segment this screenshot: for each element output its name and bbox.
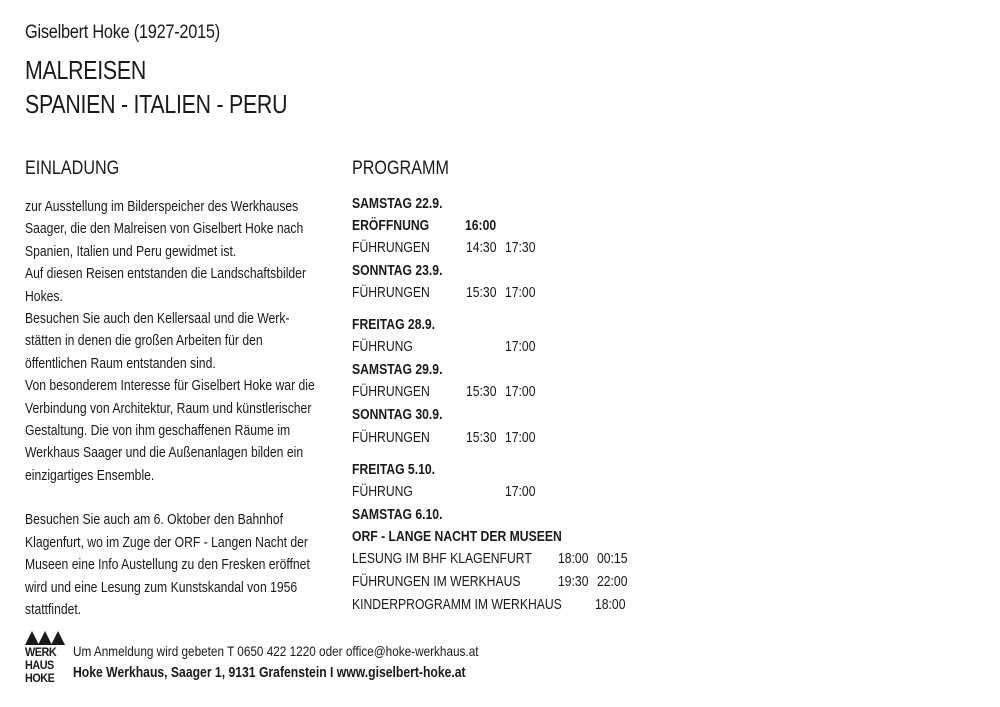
program-day: SAMSTAG 22.9. [352,196,443,212]
invitation-line: öffentlichen Raum entstanden sind. [25,355,216,372]
program-time: 15:30 [466,384,497,400]
program-day: SAMSTAG 6.10. [352,507,443,523]
program-time: 15:30 [466,285,497,301]
program-time: 17:00 [505,285,536,301]
program-time: 22:00 [597,574,628,590]
logo-line: HAUS [25,658,54,672]
program-time: 18:00 [595,597,626,613]
program-tour: FÜHRUNGEN [352,285,430,301]
invitation-line: Spanien, Italien und Peru gewidmet ist. [25,243,237,260]
invitation-line: Hokes. [25,288,63,305]
invitation-line: zur Ausstellung im Bilderspeicher des Werkhauses [25,199,299,215]
program-tour: FÜHRUNG [352,339,413,355]
program-day: SONNTAG 23.9. [352,263,443,279]
invitation-line: Gestaltung. Die von ihm geschaffenen Räume im [25,422,291,439]
program-time: 17:00 [505,484,536,500]
program-time: 17:00 [505,430,536,446]
invitation-line: Museen eine Info Austellung zu den Fresken eröffnet [25,557,310,574]
program-tour: FÜHRUNGEN IM WERKHAUS [352,574,521,590]
program-tour: FÜHRUNG [352,484,413,500]
invitation-line: Auf diesen Reisen entstanden die Landschaftsbilder [25,266,307,283]
invitation-line [25,487,302,509]
program-time: 17:00 [505,384,536,400]
roof-icon [25,627,65,647]
program-reading: LESUNG IM BHF KLAGENFURT [352,551,532,567]
invitation-line: einzigartiges Ensemble. [25,467,155,484]
invitation-line: Besuchen Sie auch am 6. Oktober den Bahnhof [25,512,283,529]
invitation-line: wird und eine Lesung zum Kunstskandal von 1956 [25,579,298,596]
program-time: 17:00 [505,339,536,355]
program-tour: FÜHRUNGEN [352,384,430,400]
invitation-text [25,196,355,621]
program-event: ORF - LANGE NACHT DER MUSEEN [352,529,562,545]
invitation-line: Verbindung von Architektur, Raum und künstlerischer [25,400,312,417]
invitation-line: Von besonderem Interesse für Giselbert Hoke war die [25,378,315,395]
program-time: 00:15 [597,551,628,567]
program-time: 14:30 [466,240,497,256]
program-time: 16:00 [465,218,497,234]
werkhaus-logo [25,627,65,685]
program-day: SAMSTAG 29.9. [352,362,443,378]
program-tour: FÜHRUNGEN [352,430,430,446]
program-kids: KINDERPROGRAMM IM WERKHAUS [352,597,562,613]
program-heading: PROGRAMM [352,158,449,179]
invitation-line: Besuchen Sie auch den Kellersaal und die Werk- [25,310,290,327]
address-line: Hoke Werkhaus, Saager 1, 9131 Grafenstein I www.giselbert-hoke.at [73,665,466,681]
program-tour: FÜHRUNGEN [352,240,430,256]
invitation-heading: EINLADUNG [25,158,120,179]
program-day: FREITAG 28.9. [352,317,436,333]
program-time: 17:30 [505,240,536,256]
invitation-line: stattfindet. [25,602,82,619]
invitation-line: stätten in denen die großen Arbeiten für den [25,333,263,350]
program-day: FREITAG 5.10. [352,462,436,478]
invitation-line: Klagenfurt, wo im Zuge der ORF - Langen Nacht der [25,534,308,551]
exhibition-title: MALREISEN [25,55,147,85]
invitation-line: Werkhaus Saager und die Außenanlagen bilden ein [25,445,304,462]
invitation-line: Saager, die den Malreisen von Giselbert Hoke nach [25,221,304,238]
exhibition-subtitle: SPANIEN - ITALIEN - PERU [25,89,288,119]
program-day: SONNTAG 30.9. [352,407,443,423]
program-time: 18:00 [558,551,589,567]
logo-line: HOKE [25,671,55,685]
logo-line: WERK [25,645,57,659]
registration-note: Um Anmeldung wird gebeten T 0650 422 1220 oder office@hoke-werkhaus.at [73,643,479,659]
program-event: ERÖFFNUNG [352,218,430,234]
artist-name: Giselbert Hoke (1927-2015) [25,22,220,43]
program-time: 15:30 [466,430,497,446]
program-time: 19:30 [558,574,589,590]
